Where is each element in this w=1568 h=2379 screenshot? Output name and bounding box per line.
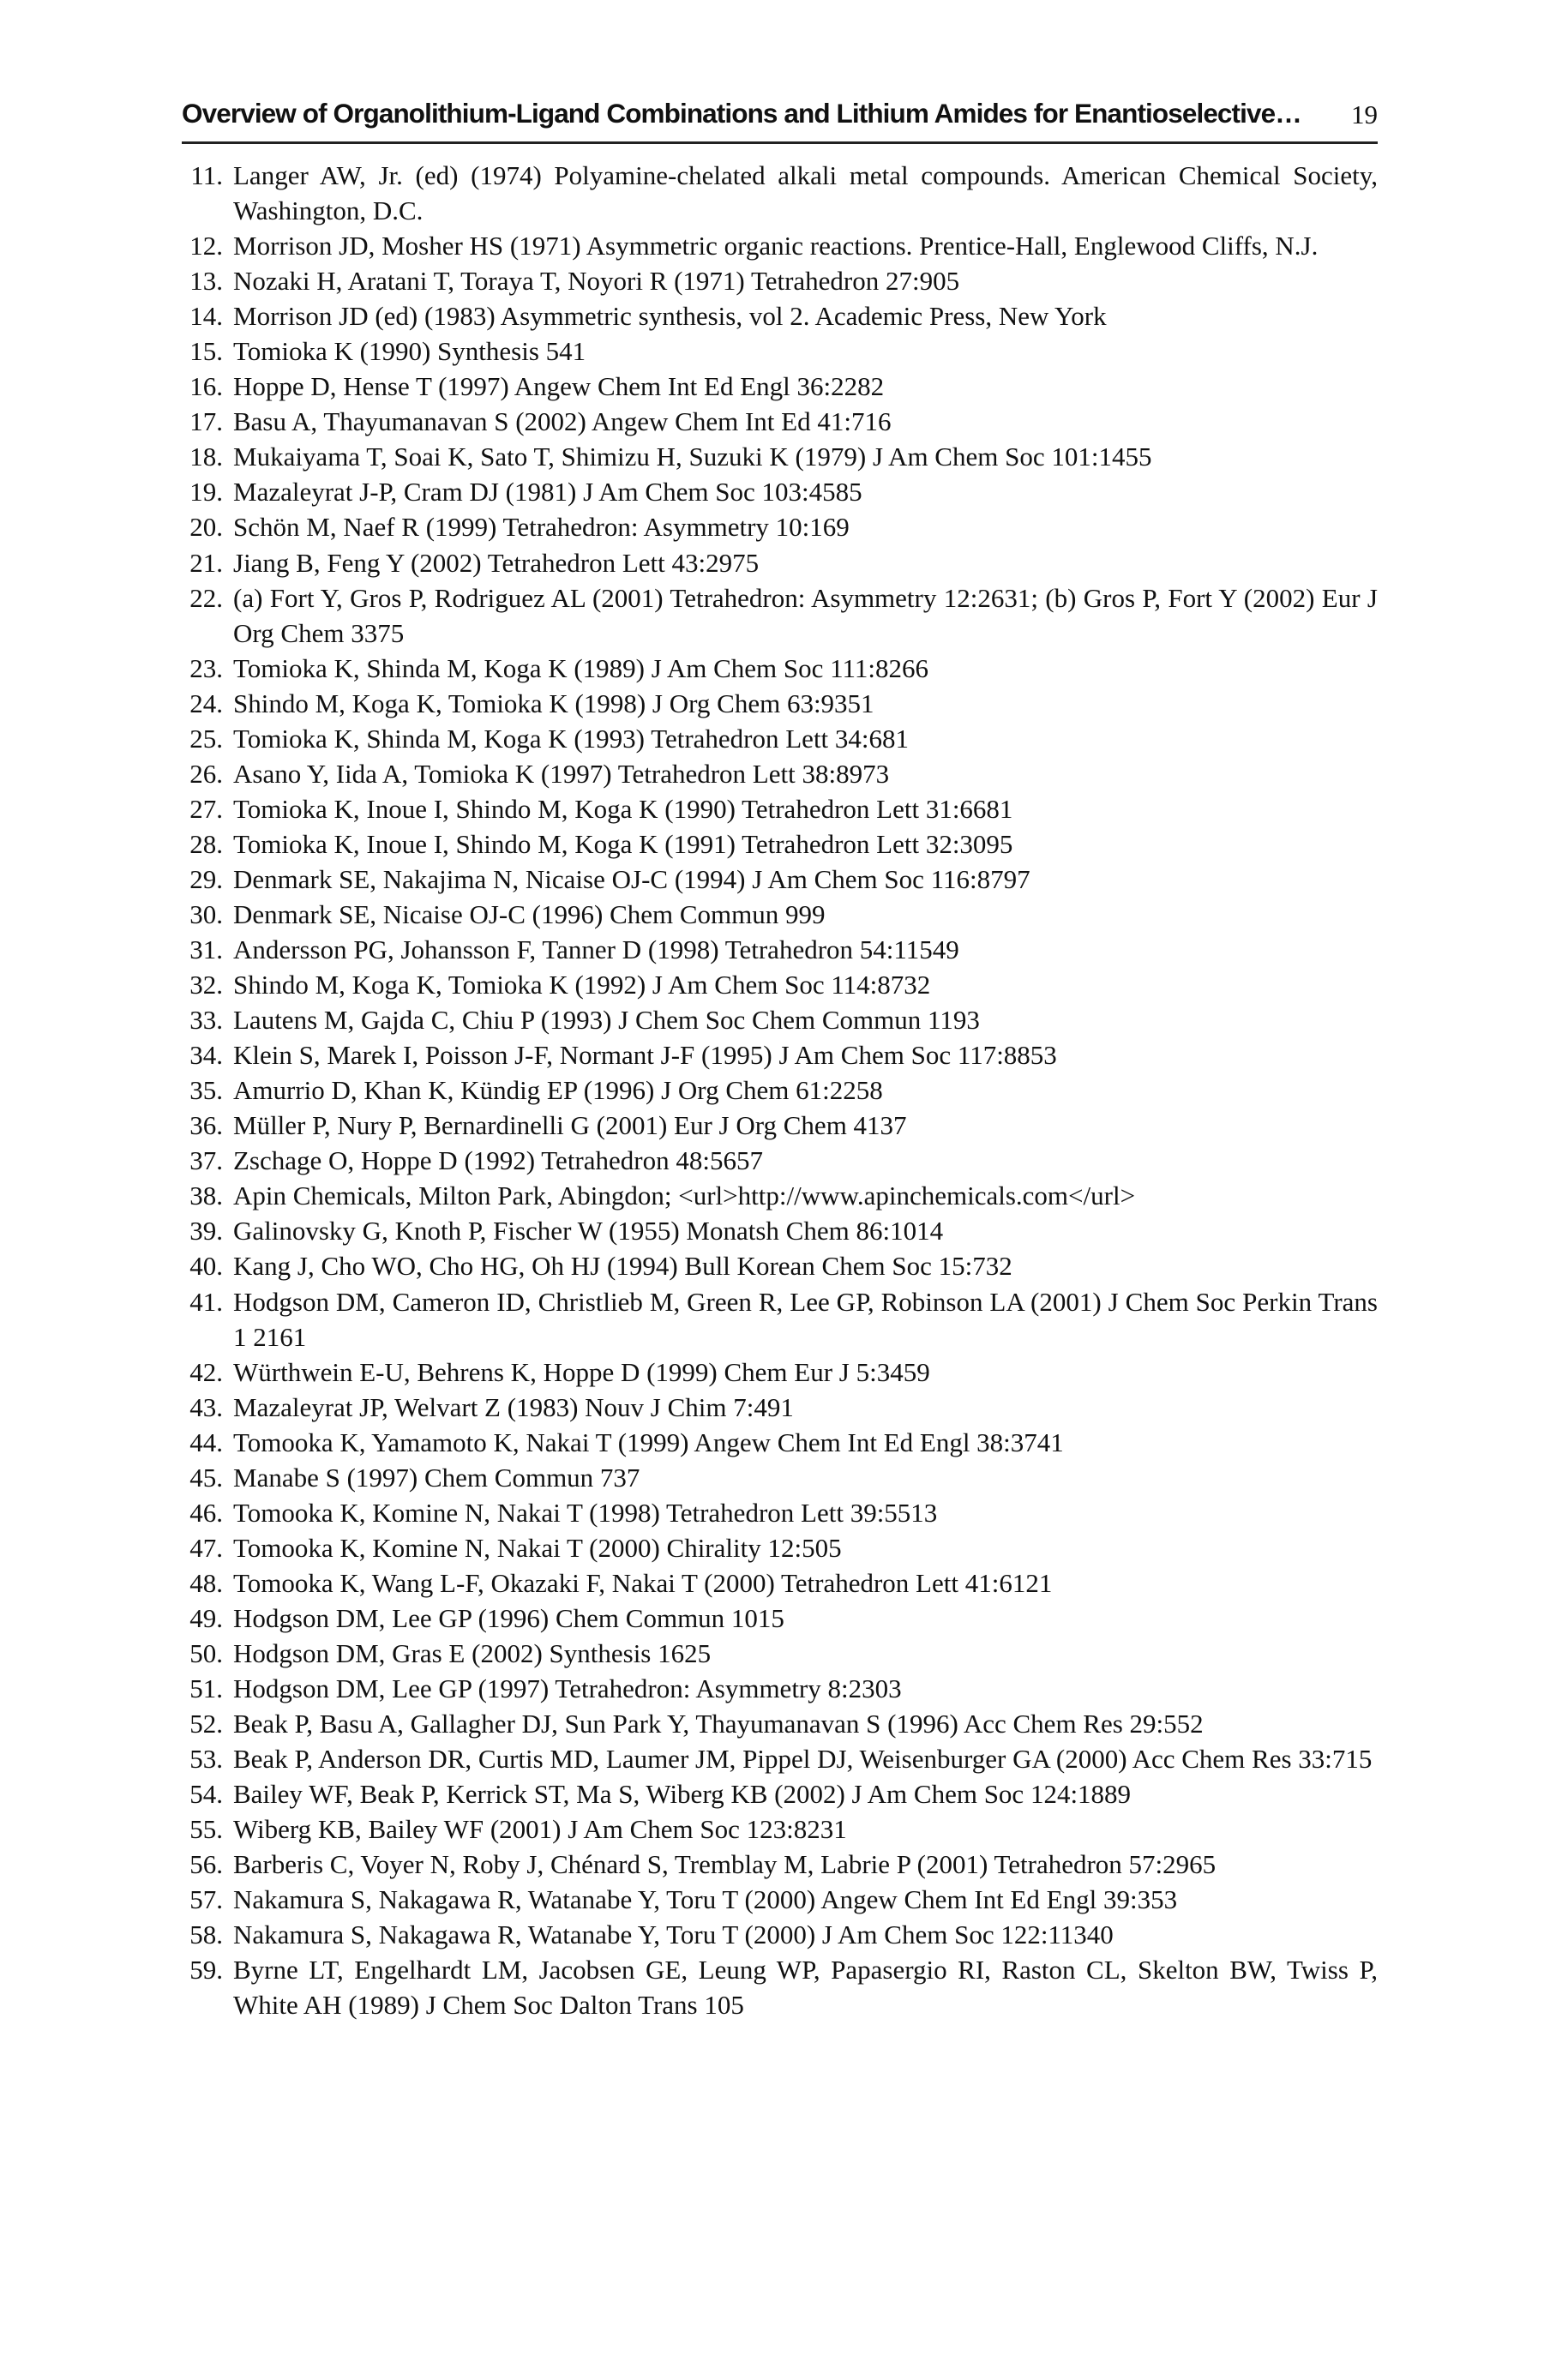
reference-number: 18.	[189, 442, 223, 472]
reference-text: Asano Y, Iida A, Tomioka K (1997) Tetrahedron Lett 38:8973	[233, 758, 890, 789]
reference-number: 56.	[189, 1849, 223, 1880]
reference-item	[182, 1460, 1378, 1495]
reference-item	[182, 1811, 1378, 1847]
reference-text: Tomooka K, Komine N, Nakai T (1998) Tetrahedron Lett 39:5513	[233, 1497, 938, 1528]
reference-number: 23.	[189, 652, 223, 683]
running-title: Overview of Organolithium-Ligand Combinations and Lithium Amides for Enantioselective…	[182, 98, 1301, 129]
reference-text: Würthwein E-U, Behrens K, Hoppe D (1999) Chem Eur J 5:3459	[233, 1356, 930, 1387]
reference-text: Nakamura S, Nakagawa R, Watanabe Y, Toru T (2000) Angew Chem Int Ed Engl 39:353	[233, 1884, 1178, 1915]
reference-number: 51.	[189, 1673, 223, 1704]
reference-text: Andersson PG, Johansson F, Tanner D (1998) Tetrahedron 54:11549	[233, 934, 959, 965]
reference-number: 55.	[189, 1814, 223, 1845]
reference-item	[182, 1847, 1378, 1882]
reference-item	[182, 721, 1378, 756]
reference-item	[182, 158, 1378, 228]
reference-number: 35.	[189, 1075, 223, 1106]
reference-number: 15.	[189, 336, 223, 367]
reference-text: Hodgson DM, Lee GP (1996) Chem Commun 1015	[233, 1602, 784, 1633]
reference-number: 33.	[189, 1005, 223, 1036]
reference-item	[182, 509, 1378, 544]
reference-number: 34.	[189, 1040, 223, 1071]
reference-item	[182, 1108, 1378, 1143]
reference-text: Hodgson DM, Gras E (2002) Synthesis 1625	[233, 1637, 712, 1668]
page-number: 19	[1351, 99, 1378, 129]
reference-item	[182, 1952, 1378, 2022]
reference-text: Tomooka K, Wang L-F, Okazaki F, Nakai T (2000) Tetrahedron Lett 41:6121	[233, 1567, 1053, 1598]
reference-item	[182, 439, 1378, 474]
reference-text: Lautens M, Gajda C, Chiu P (1993) J Chem Soc Chem Commun 1193	[233, 1005, 980, 1036]
reference-text: Tomooka K, Komine N, Nakai T (2000) Chirality 12:505	[233, 1532, 842, 1563]
reference-item	[182, 228, 1378, 263]
reference-number: 47.	[189, 1532, 223, 1563]
reference-number: 27.	[189, 793, 223, 824]
reference-text: Morrison JD, Mosher HS (1971) Asymmetric organic reactions. Prentice-Hall, Englewood Cliffs, N.J.	[233, 231, 1319, 261]
reference-number: 58.	[189, 1919, 223, 1950]
reference-item	[182, 967, 1378, 1002]
reference-item	[182, 263, 1378, 298]
reference-text: Hodgson DM, Cameron ID, Christlieb M, Green R, Lee GP, Robinson LA (2001) J Chem Soc Perkin Trans 1 2161	[233, 1286, 1378, 1352]
reference-text: Beak P, Anderson DR, Curtis MD, Laumer JM, Pippel DJ, Weisenburger GA (2000) Acc Chem Res 33:715	[233, 1744, 1373, 1775]
reference-text: Shindo M, Koga K, Tomioka K (1998) J Org Chem 63:9351	[233, 688, 874, 718]
reference-number: 41.	[189, 1286, 223, 1317]
reference-number: 25.	[189, 723, 223, 754]
reference-list	[182, 158, 1378, 2022]
reference-text: Apin Chemicals, Milton Park, Abingdon; <url>http://www.apinchemicals.com</url>	[233, 1180, 1136, 1211]
reference-text: Schön M, Naef R (1999) Tetrahedron: Asymmetry 10:169	[233, 512, 850, 543]
reference-text: Tomioka K, Inoue I, Shindo M, Koga K (1991) Tetrahedron Lett 32:3095	[233, 828, 1013, 859]
reference-item	[182, 1284, 1378, 1355]
reference-item	[182, 756, 1378, 791]
header-rule	[182, 141, 1378, 144]
reference-number: 42.	[189, 1356, 223, 1387]
reference-item	[182, 862, 1378, 897]
reference-item	[182, 1178, 1378, 1213]
reference-number: 19.	[189, 477, 223, 508]
reference-item	[182, 1741, 1378, 1776]
reference-text: Galinovsky G, Knoth P, Fischer W (1955) Monatsh Chem 86:1014	[233, 1216, 944, 1247]
reference-number: 14.	[189, 301, 223, 332]
reference-text: Manabe S (1997) Chem Commun 737	[233, 1462, 640, 1493]
reference-number: 39.	[189, 1216, 223, 1247]
reference-number: 11.	[190, 160, 223, 190]
reference-item	[182, 333, 1378, 369]
reference-number: 24.	[189, 688, 223, 718]
reference-text: Tomioka K (1990) Synthesis 541	[233, 336, 586, 367]
reference-item	[182, 1636, 1378, 1671]
reference-number: 54.	[189, 1779, 223, 1810]
reference-number: 28.	[189, 828, 223, 859]
reference-item	[182, 1143, 1378, 1178]
reference-item	[182, 580, 1378, 651]
reference-text: Basu A, Thayumanavan S (2002) Angew Chem Int Ed 41:716	[233, 406, 892, 437]
reference-number: 45.	[189, 1462, 223, 1493]
reference-text: Nakamura S, Nakagawa R, Watanabe Y, Toru T (2000) J Am Chem Soc 122:11340	[233, 1919, 1114, 1950]
reference-item	[182, 1072, 1378, 1108]
reference-number: 48.	[189, 1567, 223, 1598]
reference-item	[182, 651, 1378, 686]
reference-text: Zschage O, Hoppe D (1992) Tetrahedron 48:5657	[233, 1145, 763, 1176]
reference-text: Kang J, Cho WO, Cho HG, Oh HJ (1994) Bull Korean Chem Soc 15:732	[233, 1251, 1012, 1282]
reference-item	[182, 1601, 1378, 1636]
reference-number: 31.	[189, 934, 223, 965]
reference-number: 29.	[189, 863, 223, 894]
reference-number: 50.	[189, 1637, 223, 1668]
reference-number: 22.	[189, 582, 223, 613]
reference-text: Barberis C, Voyer N, Roby J, Chénard S, Tremblay M, Labrie P (2001) Tetrahedron 57:2965	[233, 1849, 1217, 1880]
reference-number: 30.	[189, 898, 223, 929]
reference-number: 13.	[189, 266, 223, 297]
reference-text: Müller P, Nury P, Bernardinelli G (2001) Eur J Org Chem 4137	[233, 1110, 907, 1141]
reference-item	[182, 932, 1378, 967]
reference-number: 46.	[189, 1497, 223, 1528]
reference-number: 12.	[189, 231, 223, 261]
running-head	[182, 93, 1378, 141]
reference-number: 17.	[189, 406, 223, 437]
reference-text: Shindo M, Koga K, Tomioka K (1992) J Am Chem Soc 114:8732	[233, 970, 931, 1000]
reference-number: 44.	[189, 1427, 223, 1457]
reference-item	[182, 791, 1378, 826]
reference-number: 36.	[189, 1110, 223, 1141]
reference-text: Tomooka K, Yamamoto K, Nakai T (1999) Angew Chem Int Ed Engl 38:3741	[233, 1427, 1064, 1457]
reference-text: Klein S, Marek I, Poisson J-F, Normant J-F (1995) J Am Chem Soc 117:8853	[233, 1040, 1057, 1071]
reference-text: (a) Fort Y, Gros P, Rodriguez AL (2001) Tetrahedron: Asymmetry 12:2631; (b) Gros P, Fort Y (2002) Eur J Org Chem 3375	[233, 582, 1378, 648]
reference-number: 26.	[189, 758, 223, 789]
reference-number: 37.	[189, 1145, 223, 1176]
reference-item	[182, 1917, 1378, 1952]
reference-text: Morrison JD (ed) (1983) Asymmetric synthesis, vol 2. Academic Press, New York	[233, 301, 1107, 332]
reference-item	[182, 1002, 1378, 1037]
reference-item	[182, 298, 1378, 333]
reference-text: Mazaleyrat JP, Welvart Z (1983) Nouv J Chim 7:491	[233, 1391, 794, 1422]
reference-item	[182, 1425, 1378, 1460]
reference-number: 53.	[189, 1744, 223, 1775]
reference-text: Langer AW, Jr. (ed) (1974) Polyamine-chelated alkali metal compounds. American Chemical Society, Washington, D.C.	[233, 160, 1378, 226]
reference-item	[182, 826, 1378, 862]
reference-item	[182, 1776, 1378, 1811]
reference-text: Tomioka K, Shinda M, Koga K (1989) J Am Chem Soc 111:8266	[233, 652, 928, 683]
reference-text: Jiang B, Feng Y (2002) Tetrahedron Lett 43:2975	[233, 547, 760, 578]
reference-text: Amurrio D, Khan K, Kündig EP (1996) J Org Chem 61:2258	[233, 1075, 883, 1106]
reference-item	[182, 686, 1378, 721]
reference-number: 43.	[189, 1391, 223, 1422]
reference-item	[182, 1706, 1378, 1741]
reference-text: Denmark SE, Nicaise OJ-C (1996) Chem Commun 999	[233, 898, 826, 929]
reference-text: Beak P, Basu A, Gallagher DJ, Sun Park Y, Thayumanavan S (1996) Acc Chem Res 29:552	[233, 1709, 1204, 1739]
reference-text: Denmark SE, Nakajima N, Nicaise OJ-C (1994) J Am Chem Soc 116:8797	[233, 863, 1030, 894]
reference-item	[182, 369, 1378, 404]
reference-item	[182, 897, 1378, 932]
reference-text: Bailey WF, Beak P, Kerrick ST, Ma S, Wiberg KB (2002) J Am Chem Soc 124:1889	[233, 1779, 1132, 1810]
reference-text: Tomioka K, Shinda M, Koga K (1993) Tetrahedron Lett 34:681	[233, 723, 910, 754]
reference-text: Mazaleyrat J-P, Cram DJ (1981) J Am Chem Soc 103:4585	[233, 477, 862, 508]
reference-item	[182, 404, 1378, 439]
reference-number: 20.	[189, 512, 223, 543]
reference-item	[182, 474, 1378, 509]
reference-item	[182, 1495, 1378, 1530]
reference-item	[182, 1355, 1378, 1390]
reference-text: Hoppe D, Hense T (1997) Angew Chem Int Ed Engl 36:2282	[233, 371, 885, 402]
reference-number: 32.	[189, 970, 223, 1000]
reference-text: Nozaki H, Aratani T, Toraya T, Noyori R (1971) Tetrahedron 27:905	[233, 266, 960, 297]
reference-item	[182, 1671, 1378, 1706]
reference-number: 40.	[189, 1251, 223, 1282]
reference-number: 49.	[189, 1602, 223, 1633]
reference-number: 16.	[189, 371, 223, 402]
reference-text: Hodgson DM, Lee GP (1997) Tetrahedron: Asymmetry 8:2303	[233, 1673, 902, 1704]
reference-item	[182, 1248, 1378, 1283]
reference-text: Byrne LT, Engelhardt LM, Jacobsen GE, Leung WP, Papasergio RI, Raston CL, Skelton BW, Twiss P, White AH (1989) J Chem Soc Dalton Trans 105	[233, 1955, 1378, 2021]
reference-text: Tomioka K, Inoue I, Shindo M, Koga K (1990) Tetrahedron Lett 31:6681	[233, 793, 1013, 824]
reference-item	[182, 545, 1378, 580]
reference-number: 21.	[189, 547, 223, 578]
reference-item	[182, 1037, 1378, 1072]
reference-number: 57.	[189, 1884, 223, 1915]
reference-number: 52.	[189, 1709, 223, 1739]
reference-text: Mukaiyama T, Soai K, Sato T, Shimizu H, Suzuki K (1979) J Am Chem Soc 101:1455	[233, 442, 1152, 472]
reference-text: Wiberg KB, Bailey WF (2001) J Am Chem Soc 123:8231	[233, 1814, 847, 1845]
reference-item	[182, 1530, 1378, 1565]
reference-item	[182, 1882, 1378, 1917]
reference-item	[182, 1390, 1378, 1425]
reference-number: 38.	[189, 1180, 223, 1211]
reference-item	[182, 1213, 1378, 1248]
reference-item	[182, 1565, 1378, 1601]
reference-number: 59.	[189, 1955, 223, 1986]
